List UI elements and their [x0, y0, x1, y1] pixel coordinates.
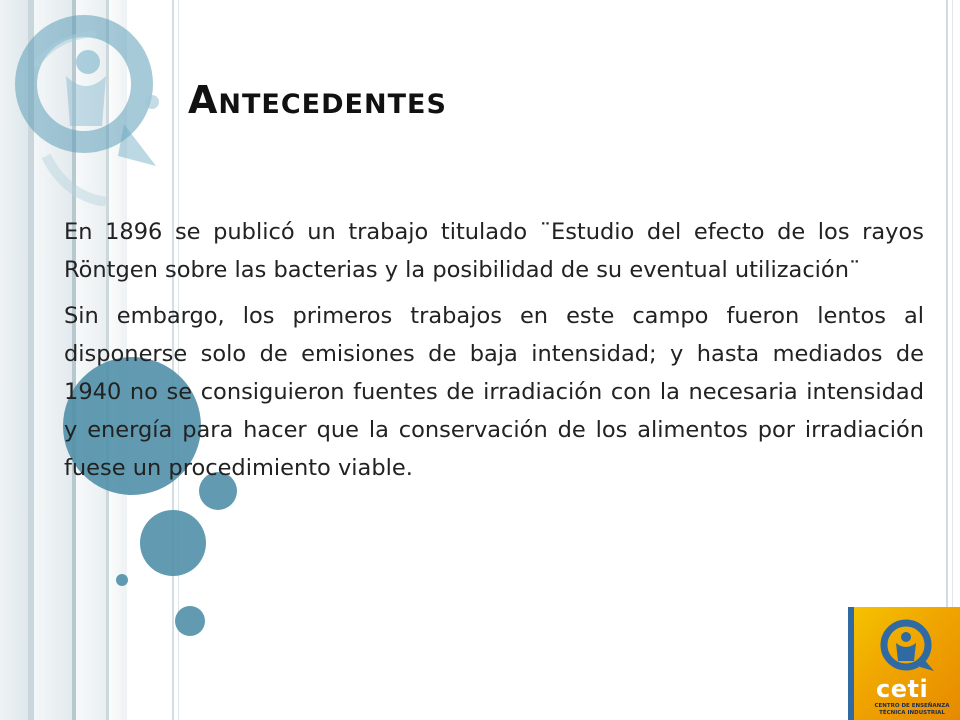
- ceti-subtitle-line: TÉCNICA INDUSTRIAL: [879, 710, 945, 716]
- slide-body: [64, 213, 924, 495]
- ceti-subtitle: [870, 703, 954, 717]
- paragraph-2: Sin embargo, los primeros trabajos en este campo fueron lentos al disponerse solo de emisiones de baja intensidad; y hasta mediados de 1940 no se consiguieron fuentes de irradiación con la necesaria intensidad y energía para hacer que la conservación de los alimentos por irradiación fuese un procedimiento viable.: [64, 303, 924, 481]
- decorative-circle: [175, 606, 205, 636]
- decorative-circle: [116, 574, 128, 586]
- slide-title: Antecedentes: [188, 78, 447, 122]
- faded-logo-icon: [6, 6, 176, 206]
- ceti-logo: [848, 607, 960, 720]
- logo-strip: [848, 607, 854, 720]
- ceti-brand-text: ceti: [876, 675, 929, 703]
- ceti-logo-icon: [878, 617, 938, 675]
- decorative-circle: [140, 510, 206, 576]
- ceti-subtitle-line: CENTRO DE ENSEÑANZA: [874, 703, 950, 709]
- paragraph-1: En 1896 se publicó un trabajo titulado ¨Estudio del efecto de los rayos Röntgen sobre las bacterias y la posibilidad de su eventual utilización¨: [64, 219, 924, 283]
